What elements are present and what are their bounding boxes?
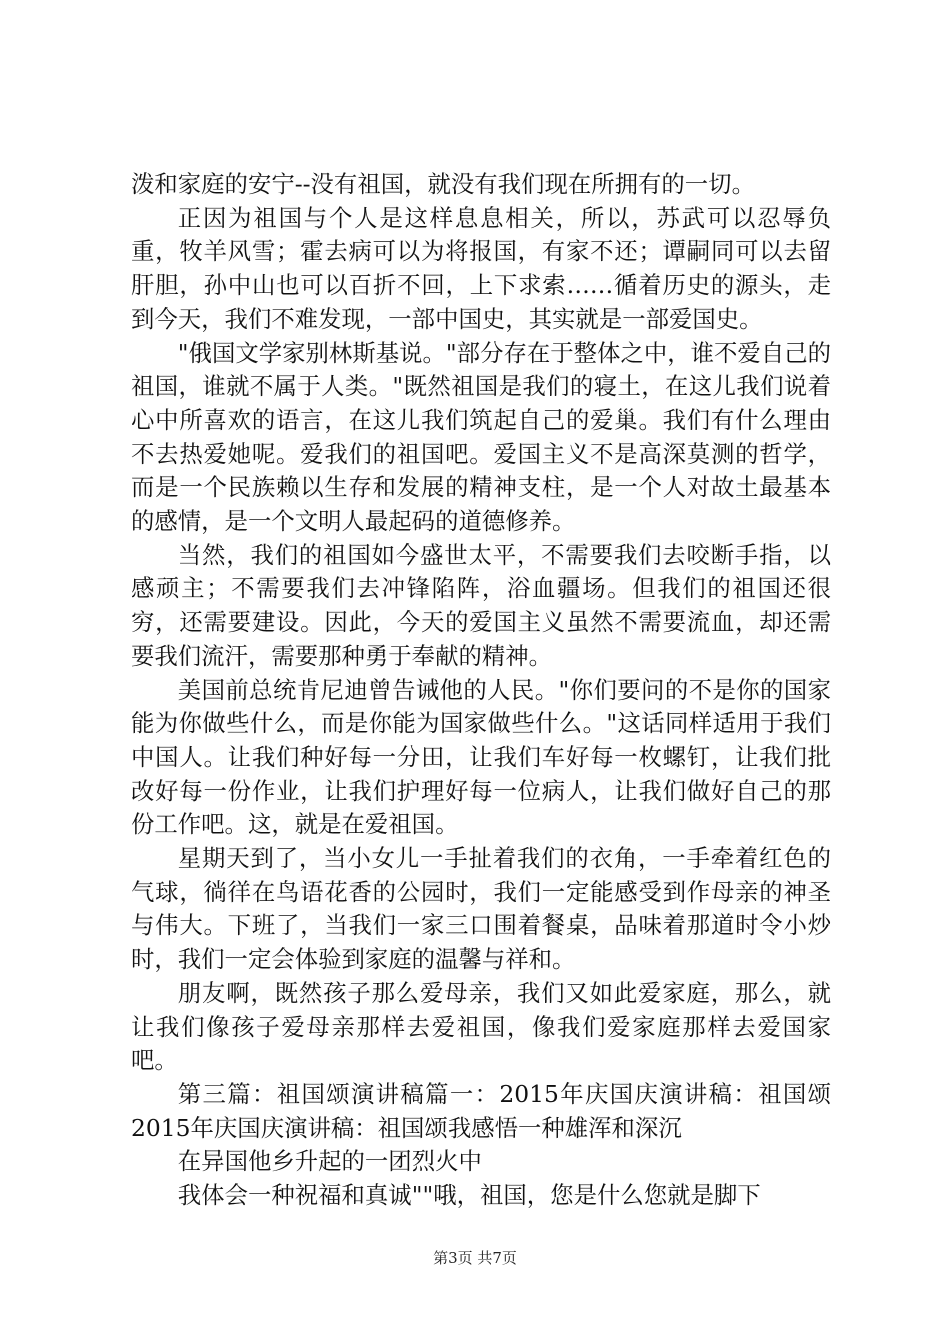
paragraph: 美国前总统肯尼迪曾告诫他的人民。"你们要问的不是你的国家能为你做些什么，而是你能为国家做些什么。"这话同样适用于我们中国人。让我们种好每一分田，让我们车好每一枚螺钉，让我们批改好每一份作业，让我们护理好每一位病人，让我们做好自己的那份工作吧。这，就是在爱祖国。: [131, 675, 831, 839]
page-footer: [0, 1247, 950, 1268]
paragraph: "俄国文学家别林斯基说。"部分存在于整体之中，谁不爱自己的祖国，谁就不属于人类。"既然祖国是我们的寝土，在这儿我们说着心中所喜欢的语言，在这儿我们筑起自己的爱巢。我们有什么理由不去热爱她呢。爱我们的祖国吧。爱国主义不是高深莫测的哲学，而是一个民族赖以生存和发展的精神支柱，是一个人对故土最基本的感情，是一个文明人最起码的道德修养。: [131, 338, 831, 536]
paragraph: 当然，我们的祖国如今盛世太平，不需要我们去咬断手指，以感顽主；不需要我们去冲锋陷阵，浴血疆场。但我们的祖国还很穷，还需要建设。因此，今天的爱国主义虽然不需要流血，却还需要我们流汗，需要那种勇于奉献的精神。: [131, 540, 831, 670]
paragraph-continuation: 泼和家庭的安宁--没有祖国，就没有我们现在所拥有的一切。: [131, 170, 755, 198]
paragraph: 正因为祖国与个人是这样息息相关，所以，苏武可以忍辱负重，牧羊风雪；霍去病可以为将报国，有家不还；谭嗣同可以去留肝胆，孙中山也可以百折不回，上下求索……循着历史的源头，走到今天，我们不难发现，一部中国史，其实就是一部爱国史。: [131, 203, 831, 333]
poem-line: 在异国他乡升起的一团烈火中: [177, 1147, 482, 1176]
document-body: [131, 168, 831, 1213]
paragraph: 星期天到了，当小女儿一手扯着我们的衣角，一手牵着红色的气球，徜徉在鸟语花香的公园时，我们一定能感受到作母亲的神圣与伟大。下班了，当我们一家三口围着餐桌，品味着那道时令小炒时，我们一定会体验到家庭的温馨与祥和。: [131, 844, 831, 974]
poem-line: 我体会一种祝福和真诚""哦，祖国，您是什么您就是脚下: [177, 1181, 761, 1210]
page-number: 第3页 共7页: [433, 1249, 517, 1267]
paragraph: 朋友啊，既然孩子那么爱母亲，我们又如此爱家庭，那么，就让我们像孩子爱母亲那样去爱祖国，像我们爱家庭那样去爱国家吧。: [131, 978, 831, 1075]
section-heading: 第三篇：祖国颂演讲稿篇一：2015年庆国庆演讲稿：祖国颂2015年庆国庆演讲稿：祖国颂我感悟一种雄浑和深沉: [131, 1079, 831, 1142]
